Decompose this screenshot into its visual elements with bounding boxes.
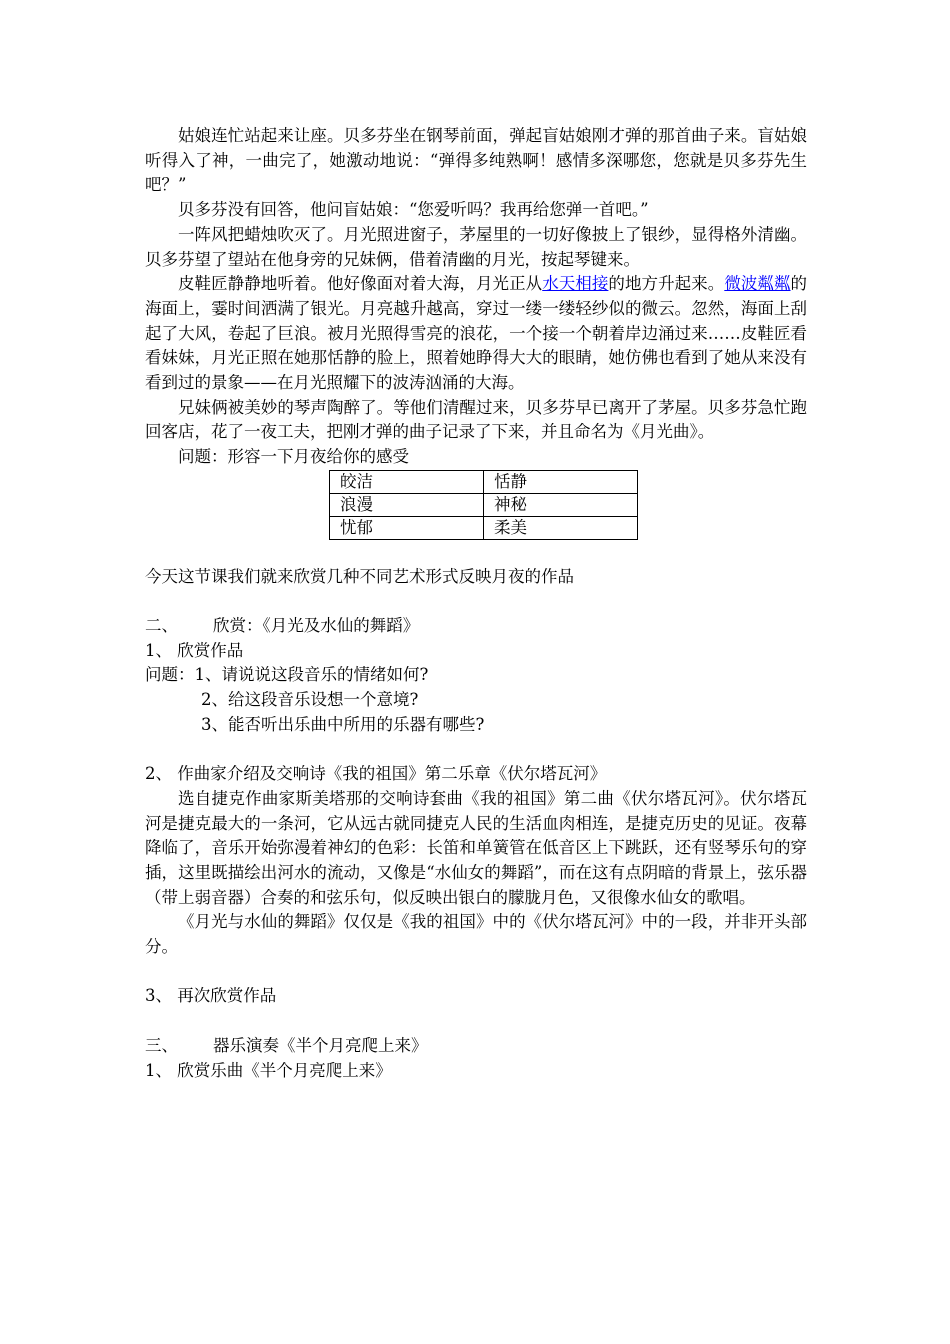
story-text: 的地方升起来。 bbox=[608, 274, 725, 294]
table-cell: 忧郁 bbox=[330, 516, 484, 539]
section-3-item-1: 1、 欣赏乐曲《半个月亮爬上来》 bbox=[145, 1060, 392, 1080]
table-row bbox=[330, 493, 638, 516]
feelings-table bbox=[329, 470, 638, 540]
table-cell: 恬静 bbox=[484, 470, 638, 493]
story-paragraph-5: 兄妹俩被美妙的琴声陶醉了。等他们清醒过来，贝多芬早已离开了茅屋。贝多芬急忙跑回客店，花了一夜工夫，把刚才弹的曲子记录了下来，并且命名为《月光曲》。 bbox=[145, 397, 807, 442]
story-paragraph-2: 贝多芬没有回答，他问盲姑娘：“您爱听吗？我再给您弹一首吧。” bbox=[178, 200, 649, 220]
section-2-item-3: 3、 再次欣赏作品 bbox=[145, 986, 277, 1006]
table-cell: 柔美 bbox=[484, 516, 638, 539]
section-number: 三、 bbox=[145, 1035, 178, 1055]
story-paragraph-1: 姑娘连忙站起来让座。贝多芬坐在钢琴前面，弹起盲姑娘刚才弹的那首曲子来。盲姑娘听得入了神，一曲完了，她激动地说：“弹得多纯熟啊！感情多深哪您，您就是贝多芬先生吧？” bbox=[145, 126, 807, 195]
question-1 bbox=[145, 663, 807, 688]
section-title: 器乐演奏《半个月亮爬上来》 bbox=[213, 1035, 428, 1055]
table-row bbox=[330, 516, 638, 539]
section-number: 二、 bbox=[145, 615, 178, 635]
feeling-question: 问题：形容一下月夜给你的感受 bbox=[178, 447, 409, 467]
question-3: 3、能否听出乐曲中所用的乐器有哪些? bbox=[201, 714, 485, 734]
section-3-heading bbox=[145, 1034, 807, 1059]
question-text: 1、请说说这段音乐的情绪如何? bbox=[194, 665, 429, 685]
section-2-item-2: 2、 作曲家介绍及交响诗《我的祖国》第二乐章《伏尔塔瓦河》 bbox=[145, 764, 607, 784]
excerpt-note: 《月光与水仙的舞蹈》仅仅是《我的祖国》中的《伏尔塔瓦河》中的一段，并非开头部分。 bbox=[145, 912, 807, 957]
table-cell: 皎洁 bbox=[330, 470, 484, 493]
section-2-item-1: 1、 欣赏作品 bbox=[145, 640, 244, 660]
section-title: 欣赏：《月光及水仙的舞蹈》 bbox=[213, 615, 420, 635]
question-2: 2、给这段音乐设想一个意境? bbox=[201, 690, 419, 710]
section-2-heading bbox=[145, 614, 807, 639]
intro-text: 今天这节课我们就来欣赏几种不同艺术形式反映月夜的作品 bbox=[145, 566, 574, 586]
story-text: 皮鞋匠静静地听着。他好像面对着大海，月光正从 bbox=[178, 274, 543, 294]
table-cell: 浪漫 bbox=[330, 493, 484, 516]
composer-description: 选自捷克作曲家斯美塔那的交响诗套曲《我的祖国》第二曲《伏尔塔瓦河》。伏尔塔瓦河是捷克最大的一条河，它从远古就同捷克人民的生活血肉相连，是捷克历史的见证。夜幕降临了，音乐开始弥漫着神幻的色彩：长笛和单簧管在低音区上下跳跃，还有竖琴乐句的穿插，这里既描绘出河水的流动，又像是“水仙女的舞蹈”，而在这有点阴暗的背景上，弦乐器（带上弱音器）合奏的和弦乐句，似反映出银白的朦胧月色，又很像水仙女的歌唱。 bbox=[145, 788, 807, 907]
story-text: 的海面上，霎时间洒满了银光。月亮越升越高，穿过一缕一缕轻纱似的微云。忽然，海面上刮起了大风，卷起了巨浪。被月光照得雪亮的浪花，一个接一个朝着岸边涌过来……皮鞋匠看看妹妹，月光正照在她那恬静的脸上，照着她睁得大大的眼睛，她仿佛也看到了她从来没有看到过的景象——在月光照耀下的波涛汹涌的大海。 bbox=[145, 274, 808, 393]
link-shuitianxiangjie[interactable]: 水天相接 bbox=[542, 274, 609, 294]
story-paragraph-4 bbox=[145, 272, 807, 396]
question-prefix: 问题： bbox=[145, 665, 195, 685]
table-row bbox=[330, 470, 638, 493]
table-cell: 神秘 bbox=[484, 493, 638, 516]
story-paragraph-3: 一阵风把蜡烛吹灭了。月光照进窗子，茅屋里的一切好像披上了银纱，显得格外清幽。贝多芬望了望站在他身旁的兄妹俩，借着清幽的月光，按起琴键来。 bbox=[145, 224, 807, 269]
document-page bbox=[145, 124, 807, 1083]
link-weibolinlin[interactable]: 微波粼粼 bbox=[724, 274, 791, 294]
